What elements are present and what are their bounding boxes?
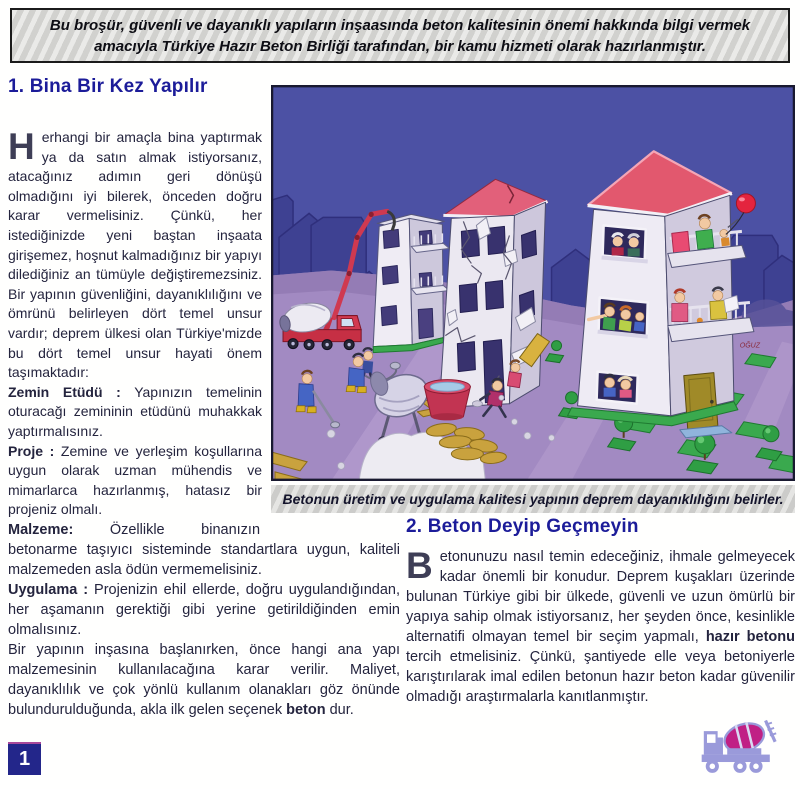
- page-number-badge: [8, 742, 41, 775]
- bold-keyword: hazır betonu: [705, 629, 795, 645]
- item-label: Proje :: [8, 442, 55, 459]
- paragraph-text: tercih etmelisiniz. Çünkü, şantiyede elle veya betoniyerle karıştırılarak imal edilen betonun hazır beton kadar güvenilir olmadığı araştırmalarla kanıtlanmıştır.: [406, 649, 795, 705]
- section-1-continued-column: [8, 520, 400, 720]
- malzeme-item: [8, 520, 400, 580]
- illustration-frame: [271, 85, 795, 481]
- paragraph-text: dur.: [325, 702, 354, 718]
- section-2-paragraph: [406, 547, 795, 707]
- caption-text: Betonun üretim ve uygulama kalitesi yapının deprem dayanıklılığını belirler.: [282, 491, 784, 507]
- paragraph-text: erhangi bir amaçla bina yaptırmak ya da satın almak istiyorsanız, atacağınız adımın geri dönüşü olmadığını iyi bilerek, önceden doğru karar vermelisiniz. Çünkü, her istediğinizde yeni baştan inşaata girişemez, hoşnut kalmadığınız bir yapıyı dilediğiniz an tümüyle değiştiremezsiniz. Bir yapının güvenliğini, dayanıklılığını ve ömrünü belirleyen dört temel unsur vardır; deprem ülkesi olan Türkiye'mizde bu dört temel unsur hayati önem taşımaktadır:: [8, 129, 262, 381]
- red-balloon: [736, 194, 755, 213]
- item-label: Uygulama :: [8, 582, 89, 598]
- section-2-column: [406, 516, 795, 707]
- uygulama-item: [8, 580, 400, 640]
- section-1-closing-paragraph: [8, 640, 400, 720]
- text-wrap-spacer: [260, 520, 400, 539]
- item-text: Yapınızın temelinin oturacağı zemininin etüdünü muhakkak yaptırmalısınız.: [8, 383, 262, 439]
- buildings-cartoon-illustration: [271, 85, 795, 481]
- item-label: Zemin Etüdü :: [8, 383, 121, 400]
- mixer-truck-icon: [694, 712, 786, 778]
- paragraph-text: Bir yapının inşasına başlanırken, önce hangi ana yapı malzemesinin kullanılacağına karar verilir. Maliyet, dayanıklılık ve çok yönlü kullanım olanakları göz önünde bulundurulduğunda, akla ilk gelen seçenek: [8, 642, 400, 718]
- item-label: Malzeme:: [8, 522, 74, 538]
- page-number: 1: [18, 748, 31, 770]
- header-note-text: Bu broşür, güvenli ve dayanıklı yapıların inşaasında beton kalitesinin önemi hakkında bilgi vermek amacıyla Türkiye Hazır Beton Birliği tarafından, bir kamu hizmeti olarak hazırlanmıştır.: [49, 16, 751, 55]
- bold-keyword: beton: [286, 702, 326, 718]
- ground-window: [597, 372, 638, 404]
- illustration-caption: [271, 485, 795, 513]
- item-text: Özellikle binanızın betonarme taşıyıcı sisteminde standartlara uygun, kaliteli malzemeden asla ödün vermemelisiniz.: [8, 522, 400, 578]
- section-1-title: 1. Bina Bir Kez Yapılır: [8, 76, 208, 97]
- section-1-column: [8, 76, 262, 520]
- paragraph-text: etonunuzu nasıl temin edeceğiniz, ihmale gelmeyecek kadar önemli bir konudur. Deprem kuşakları üzerinde bulunan Türkiye gibi bir ülkede, güvenli ve uzun ömürlü bir yapıya sahip olmak istiyorsanız, her şeyden önce, kesinlikle alternatifi olmayan temel bir seçim yapmalı,: [406, 549, 795, 645]
- zemin-etudu-item: [8, 383, 262, 442]
- building-under-construction: [373, 214, 449, 352]
- item-text: Projenizin ehil ellerde, doğru uygulandığından, her aşamanın gerektiği gibi yerine getirildiğinden emin olmalısınız.: [8, 582, 400, 638]
- proje-item: [8, 442, 262, 520]
- item-text: Zemine ve yerleşim koşullarına uygun olarak uzman mühendis ve mimarlarca hazırlanmış, hatasız bir projeniz olmalı.: [8, 442, 262, 518]
- header-note-bar: [10, 8, 790, 63]
- dropcap-h: H: [8, 126, 35, 167]
- dropcap-b: B: [406, 545, 433, 586]
- red-tub: [424, 380, 470, 421]
- section-2-title: 2. Beton Deyip Geçmeyin: [406, 516, 639, 537]
- mixer-truck-glyph: [694, 712, 786, 778]
- artist-signature: OĞUZ: [739, 342, 761, 350]
- section-1-paragraph: [8, 128, 262, 383]
